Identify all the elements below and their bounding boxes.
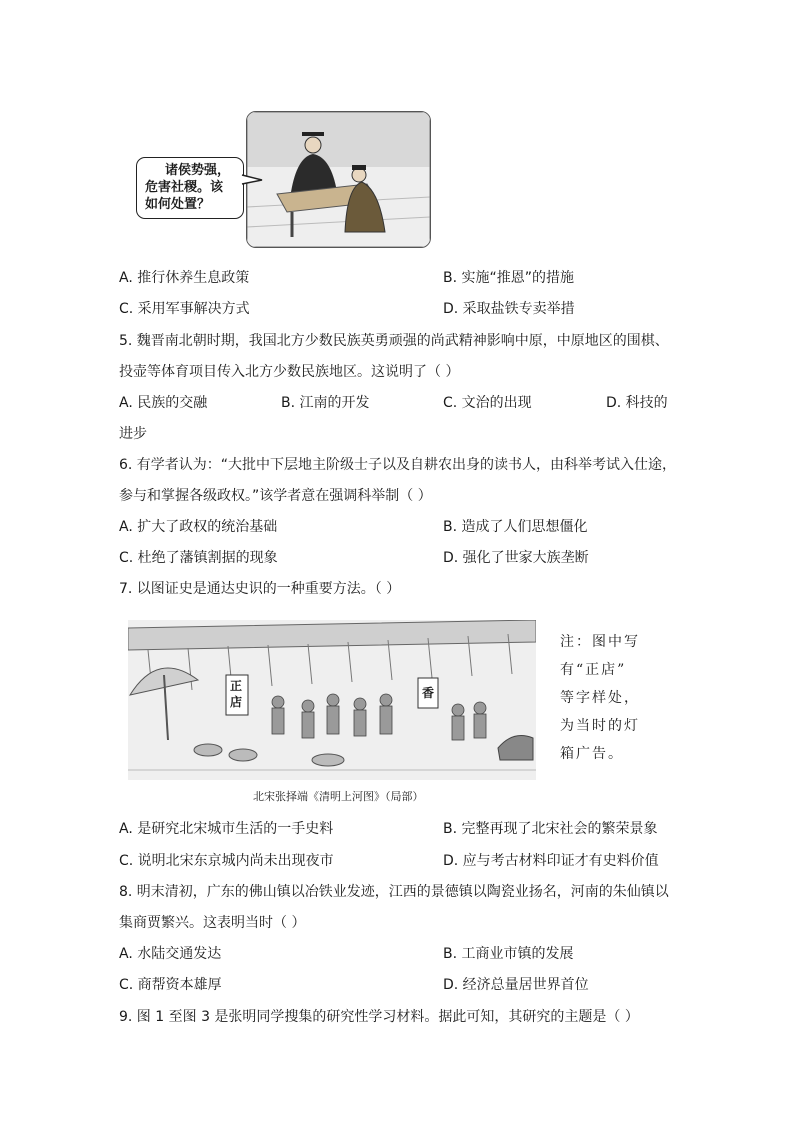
q8-stem-line-2: 集商贾繁兴。这表明当时（ ） xyxy=(119,915,306,931)
q7-option-a[interactable]: A. 是研究北宋城市生活的一手史料 xyxy=(119,821,334,837)
q7-option-b[interactable]: B. 完整再现了北宋社会的繁荣景象 xyxy=(443,821,658,837)
q4-option-b[interactable]: B. 实施“推恩”的措施 xyxy=(443,270,575,286)
figure-note-line-4: 为当时的灯 xyxy=(560,718,640,734)
qingming-scene-image xyxy=(128,620,536,780)
q5-option-b[interactable]: B. 江南的开发 xyxy=(281,395,370,411)
q5-option-a[interactable]: A. 民族的交融 xyxy=(119,395,208,411)
q6-stem-line-2: 参与和掌握各级政权。”该学者意在强调科举制（ ） xyxy=(119,488,432,504)
speech-line-2: 危害社稷。该 xyxy=(145,180,224,195)
figure-note-line-5: 箱广告。 xyxy=(560,746,624,762)
speech-line-3: 如何处置？ xyxy=(145,197,211,212)
speech-line-1: 诸侯势强， xyxy=(165,163,231,178)
figure-note-line-2: 有“正店” xyxy=(560,662,627,678)
figure-caption: 北宋张择端《清明上河图》（局部） xyxy=(253,790,424,803)
q9-stem: 9. 图 1 至图 3 是张明同学搜集的研究性学习材料。据此可知，其研究的主题是（ ） xyxy=(119,1009,639,1025)
q8-option-b[interactable]: B. 工商业市镇的发展 xyxy=(443,946,574,962)
q5-option-d[interactable]: D. 科技的 xyxy=(606,395,668,411)
q7-stem: 7. 以图证史是通达史识的一种重要方法。（ ） xyxy=(119,581,401,597)
figure-note-line-3: 等字样处， xyxy=(560,690,640,706)
speech-bubble xyxy=(136,157,244,219)
q4-option-d[interactable]: D. 采取盐铁专卖举措 xyxy=(443,301,575,317)
q6-stem-line-1: 6. 有学者认为：“大批中下层地主阶级士子以及自耕农出身的读书人，由科举考试入仕途， xyxy=(119,457,677,473)
sign-xiang: 香 xyxy=(422,686,435,700)
q8-option-d[interactable]: D. 经济总量居世界首位 xyxy=(443,977,589,993)
q5-stem-line-2: 投壶等体育项目传入北方少数民族地区。这说明了（ ） xyxy=(119,364,460,380)
q7-option-c[interactable]: C. 说明北宋东京城内尚未出现夜市 xyxy=(119,853,334,869)
figure-emperor-illustration xyxy=(246,111,431,248)
q5-option-c[interactable]: C. 文治的出现 xyxy=(443,395,532,411)
q6-option-b[interactable]: B. 造成了人们思想僵化 xyxy=(443,519,588,535)
q7-option-d[interactable]: D. 应与考古材料印证才有史料价值 xyxy=(443,853,659,869)
q6-option-c[interactable]: C. 杜绝了藩镇割据的现象 xyxy=(119,550,278,566)
q8-stem-line-1: 8. 明末清初，广东的佛山镇以冶铁业发迹，江西的景德镇以陶瓷业扬名，河南的朱仙镇以 xyxy=(119,884,669,900)
sign-zhengdian: 正店 xyxy=(230,679,243,709)
q4-option-a[interactable]: A. 推行休养生息政策 xyxy=(119,270,250,286)
q5-option-d-continued: 进步 xyxy=(119,426,147,442)
figure-qingming-painting xyxy=(128,620,536,780)
speech-bubble-tail xyxy=(240,173,264,187)
q8-option-c[interactable]: C. 商帮资本雄厚 xyxy=(119,977,222,993)
q8-option-a[interactable]: A. 水陆交通发达 xyxy=(119,946,222,962)
q5-stem-line-1: 5. 魏晋南北朝时期，我国北方少数民族英勇顽强的尚武精神影响中原，中原地区的围棋、 xyxy=(119,333,669,349)
q6-option-a[interactable]: A. 扩大了政权的统治基础 xyxy=(119,519,278,535)
q4-option-c[interactable]: C. 采用军事解决方式 xyxy=(119,301,250,317)
q6-option-d[interactable]: D. 强化了世家大族垄断 xyxy=(443,550,589,566)
emperor-scene-image xyxy=(247,112,430,247)
figure-note-line-1: 注：图中写 xyxy=(560,634,640,650)
